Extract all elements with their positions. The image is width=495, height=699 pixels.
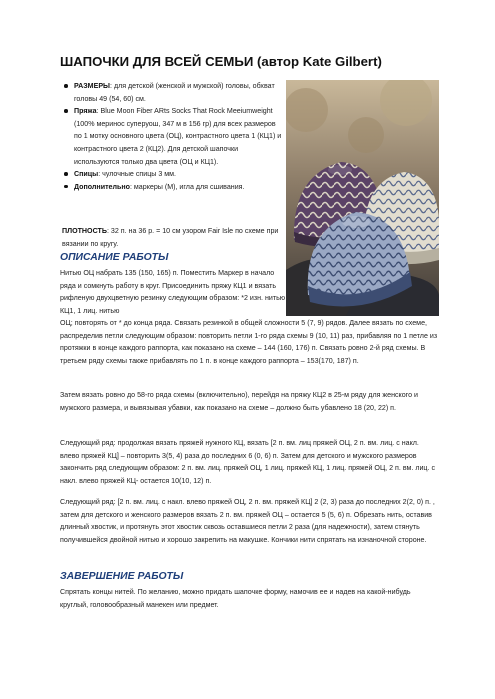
spec-text: : маркеры (М), игла для сшивания.	[129, 182, 245, 191]
bullet-icon	[64, 84, 68, 88]
document-title: ШАПОЧКИ ДЛЯ ВСЕЙ СЕМЬИ (автор Kate Gilbert)	[60, 54, 382, 69]
description-paragraph-3: Следующий ряд: продолжая вязать пряжей нужного КЦ, вязать [2 п. вм. лиц пряжей ОЦ, 2 п. вм. лиц. с накл. влево пряжей КЦ] – повторить 3(5, 4) раза до последних 6 (0, 6) п. Затем для детского и мужского размеров закончить ряд следующим образом: 2 п. вм. лиц. пряжей ОЦ, 1 лиц. пряжей КЦ, 1 лиц. пряжей ОЦ, 2 п. вм. лиц. с накл. влево пряжей КЦ- остается 10(10, 12) п.	[60, 439, 435, 485]
spec-needles	[62, 168, 282, 181]
bullet-icon	[64, 109, 68, 113]
bullet-icon	[64, 172, 68, 176]
spec-text: : Blue Moon Fiber ARts Socks That Rock Meeiumweight (100% меринос суперуош, 347 м в 156 гр) для всех размеров по 1 мотку основного цвета (ОЦ), контрастного цвета 1 (КЦ1) и контрастного цвета 2 (КЦ2). Для детской шапочки используются только два цвета (ОЦ и КЦ1).	[74, 107, 282, 166]
gauge-text: : 32 п. на 36 р. = 10 см узором Fair Isle по схеме при вязании по кругу.	[62, 227, 279, 248]
gauge-line	[62, 225, 282, 250]
spec-label: Пряжа	[74, 107, 97, 116]
bullet-icon	[64, 185, 68, 189]
spec-label: РАЗМЕРЫ	[74, 82, 110, 90]
spec-text: : для детской (женской и мужской) головы, обхват головы 49 (54, 60) см.	[74, 82, 275, 103]
description-paragraph-1b: ОЦ; повторять от * до конца ряда. Связать резинкой в общей сложности 5 (7, 9) рядов. Далее вязать по схеме, распределив петли следующим образом: повторить петли 1-го ряда схемы 9 (10, 11) раз, прибавляя по 1 петле из протяжки в конце каждого раппорта, как показано на схеме – 144 (160, 176) п. Связать ровно 2-й ряд схемы. В третьем ряду схемы также прибавлять по 1 п. в конце каждого раппорта – 153(170, 187) п.	[60, 319, 438, 365]
hats-photo	[286, 80, 439, 316]
specs-list	[62, 80, 282, 193]
spec-text: : чулочные спицы 3 мм.	[98, 170, 176, 179]
description-paragraph-2: Затем вязать ровно до 58-го ряда схемы (включительно), перейдя на пряжу КЦ2 в 25-м ряду для женского и мужского размера, и вывязывая убавки, как показано на схеме – должно быть убавлено 18 (20, 22) п.	[60, 391, 418, 412]
spec-sizes	[62, 80, 282, 105]
description-paragraph-4: Следующий ряд: [2 п. вм. лиц. с накл. влево пряжей ОЦ, 2 п. вм. пряжей КЦ] 2 (2, 3) раза до последних 2(2, 0) п. , затем для детского и женского размеров вязать 2 п. вм. пряжей ОЦ – остается 5 (5, 6) п. Обрезать нить, оставив длинный хвостик, и протянуть этот хвостик сквозь оставшиеся петли 2 раза (для надежности), затем стянуть получившейся двойной нитью и хорошо закрепить на макушке. Кончики нити спрятать на изнаночной стороне.	[60, 498, 435, 544]
spec-yarn	[62, 105, 282, 168]
description-paragraph-1a: Нитью ОЦ набрать 135 (150, 165) п. Поместить Маркер в начало ряда и сомкнуть работу в круг. Присоединить пряжу КЦ1 и вязать рифленую двухцветную резинку следующим образом: *2 изн. нитью КЦ1, 1 лиц. нитью	[60, 269, 286, 315]
section-heading-description: ОПИСАНИЕ РАБОТЫ	[60, 252, 169, 263]
spec-extras	[62, 181, 282, 194]
section-heading-finishing: ЗАВЕРШЕНИЕ РАБОТЫ	[60, 571, 184, 582]
spec-label: Спицы	[74, 170, 99, 179]
finishing-paragraph: Спрятать концы нитей. По желанию, можно придать шапочке форму, намочив ее и надев на какой-нибудь круглый, головообразный манекен или предмет.	[60, 588, 411, 609]
gauge-label: ПЛОТНОСТЬ	[62, 227, 107, 235]
hats-photo-illustration	[286, 80, 439, 316]
spec-label: Дополнительно	[74, 182, 130, 191]
